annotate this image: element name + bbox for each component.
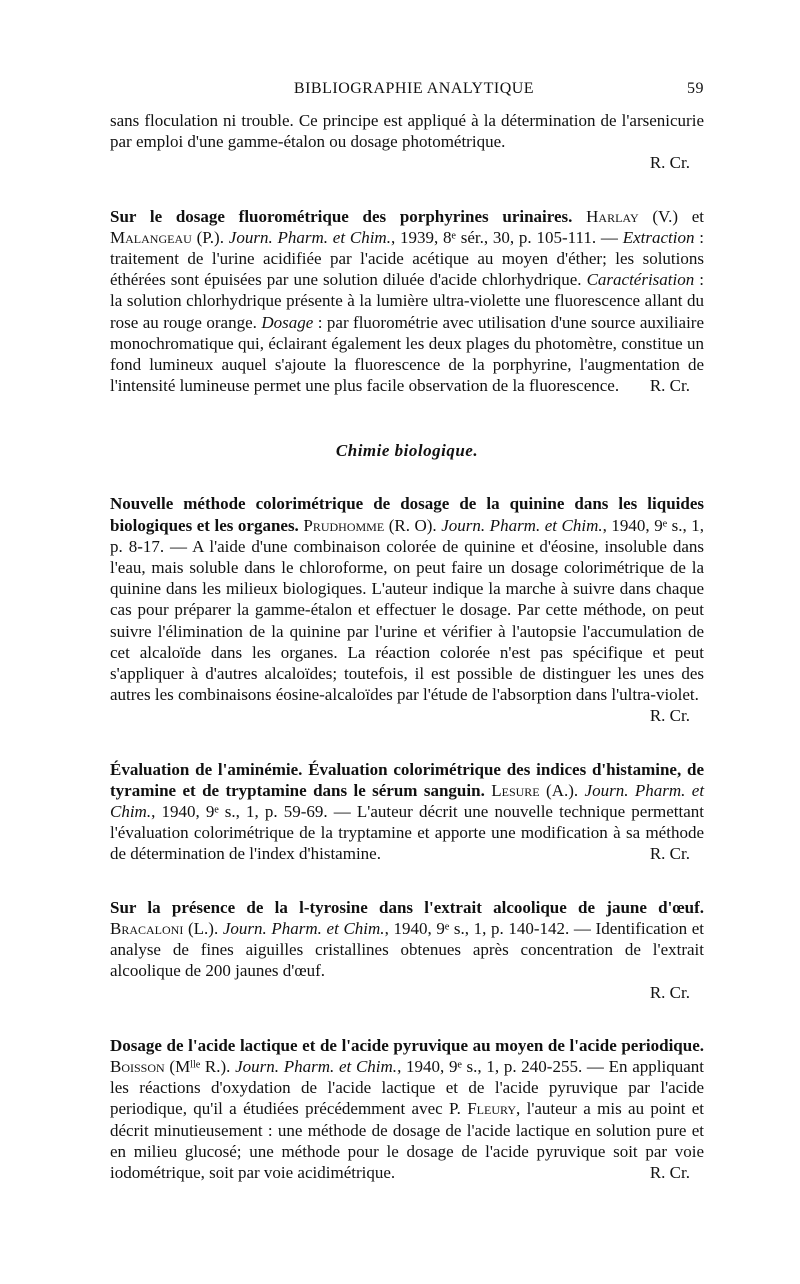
citation: , 1940, 9ᵉ s., 1, p. 140-142. —: [384, 918, 596, 938]
entry-text: , l'auteur a mis au point et décrit minutieusement : une méthode de dosage de l'acide lactique en solution pure et en milieu glucosé; une méthode pour le dosage de l'acide pyruvique soit par voie iodométrique, soit par voie acidimétrique.: [110, 1099, 704, 1182]
abstract-entry-porphyrines: [110, 206, 704, 397]
entry-signature: R. Cr.: [649, 1162, 690, 1182]
abstract-entry-acide-lactique: [110, 1035, 704, 1183]
subheading-dosage: Dosage: [261, 312, 314, 332]
author-initial: (P.).: [196, 227, 224, 247]
author-initial: (Mˡˡᵉ R.).: [169, 1056, 231, 1076]
running-header: [110, 80, 704, 110]
entry-title: Évaluation de l'aminémie. Évaluation colorimétrique des indices d'histamine, de tyramine et de tryptamine dans le sérum sanguin.: [110, 759, 704, 800]
author-initial: (V.) et: [652, 206, 705, 226]
abstract-entry-quinine: [110, 493, 704, 726]
citation: , 1940, 9ᵉ s., 1, p. 59-69. —: [151, 802, 357, 822]
journal-name: Journ. Pharm. et Chim.: [110, 780, 705, 822]
entry-title: Sur la présence de la l-tyrosine dans l'extrait alcoolique de jaune d'œuf.: [110, 897, 704, 917]
section-heading: Chimie biologique.: [335, 441, 479, 461]
subheading-caracterisation: Caractérisation: [586, 270, 695, 290]
author-initial: (A.).: [546, 780, 579, 800]
citation: , 1940, 9ᵉ s., 1, p. 8-17. —: [110, 515, 705, 556]
journal-name: Journ. Pharm. et Chim.: [235, 1056, 398, 1076]
abstract-entry-tyrosine: [110, 897, 704, 982]
author-name: Bracaloni: [110, 918, 184, 938]
entry-text: A l'aide d'une combinaison colorée de quinine et d'éosine, insoluble dans l'eau, mais soluble dans le chloroforme, on peut faire un dosage colorimétrique de la quinine dans les milieux biologiques. L'auteur indique la marche à suivre dans chaque cas pour préparer la gamme-étalon et effectuer le dosage. Par cette méthode, on peut suivre l'élimination de la quinine par l'urine et vérifier à l'autopsie l'accumulation de cet alcaloïde dans les organes. La réaction colorée n'est pas spécifique et peut s'appliquer à d'autres alcaloïdes; toutefois, il est possible de distinguer les unes des autres les combinaisons éosine-alcaloïdes par l'étude de l'absorption dans l'ultra-violet.: [110, 536, 704, 705]
entry-text: : la solution chlorhydrique présente à la lumière ultra-violette une fluorescence allant du rose au rouge orange.: [110, 270, 704, 332]
entry-signature: R. Cr.: [649, 982, 690, 1002]
subheading-extraction: Extraction: [622, 227, 695, 247]
intro-signature: R. Cr.: [649, 153, 690, 173]
author-name: Lesure: [491, 780, 540, 800]
entry-title: Dosage de l'acide lactique et de l'acide pyruvique au moyen de l'acide periodique.: [110, 1035, 704, 1055]
abstract-entry-aminemie: [110, 759, 704, 865]
page-number: 59: [687, 80, 704, 97]
citation: , 1939, 8ᵉ sér., 30, p. 105-111. —: [390, 227, 623, 247]
intro-paragraph: sans floculation ni trouble. Ce principe est appliqué à la détermination de l'arsenicurie par emploi d'une gamme-étalon ou dosage photométrique.: [110, 111, 704, 152]
entry-text: : par fluorométrie avec utilisation d'une source auxiliaire monochromatique qui, éclairant également les deux plages du photomètre, constitue un fond lumineux auquel s'ajoute la fluorescence de la porphyrine, l'augmentation de l'intensité lumineuse permet une plus facile observation de la fluorescence.: [110, 312, 705, 396]
citation: , 1940, 9ᵉ s., 1, p. 240-255. —: [397, 1056, 609, 1076]
author-name: Malangeau: [110, 227, 192, 247]
entry-title: Nouvelle méthode colorimétrique de dosage de la quinine dans les liquides biologiques et les organes.: [110, 494, 704, 535]
journal-name: Journ. Pharm. et Chim.: [222, 918, 385, 938]
journal-name: Journ. Pharm. et Chim.: [228, 227, 391, 247]
running-title: BIBLIOGRAPHIE ANALYTIQUE: [293, 80, 535, 97]
author-initial: (L.).: [187, 918, 219, 938]
entry-text: En appliquant les réactions d'oxydation de l'acide lactique et de l'acide pyruvique par l'acide periodique, qu'il a étudiées précédemment avec P.: [110, 1056, 705, 1119]
entry-signature: R. Cr.: [649, 844, 690, 864]
entry-signature: R. Cr.: [649, 706, 690, 726]
author-name: Prudhomme: [303, 515, 385, 535]
entry-text: : traitement de l'urine acidifiée par l'acide acétique au moyen d'éther; les solutions éthérées sont épuisées par une solution diluée d'acide chlorhydrique.: [110, 227, 705, 290]
entry-signature: R. Cr.: [649, 376, 690, 396]
person-name: Fleury: [467, 1099, 516, 1119]
author-name: Harlay: [586, 206, 639, 226]
entry-title: Sur le dosage fluorométrique des porphyrines urinaires.: [110, 206, 573, 226]
entry-text: Identification et analyse de fines aiguilles cristallines obtenues après concentration de l'extrait alcoolique de 200 jaunes d'œuf.: [110, 918, 705, 981]
author-initial: (R. O).: [388, 515, 437, 535]
author-name: Boisson: [110, 1056, 165, 1076]
entry-text: L'auteur décrit une nouvelle technique permettant l'évaluation colorimétrique de la tryptamine et apporte une modification à sa méthode de détermination de l'index d'histamine.: [110, 802, 704, 864]
journal-name: Journ. Pharm. et Chim.: [441, 515, 603, 535]
